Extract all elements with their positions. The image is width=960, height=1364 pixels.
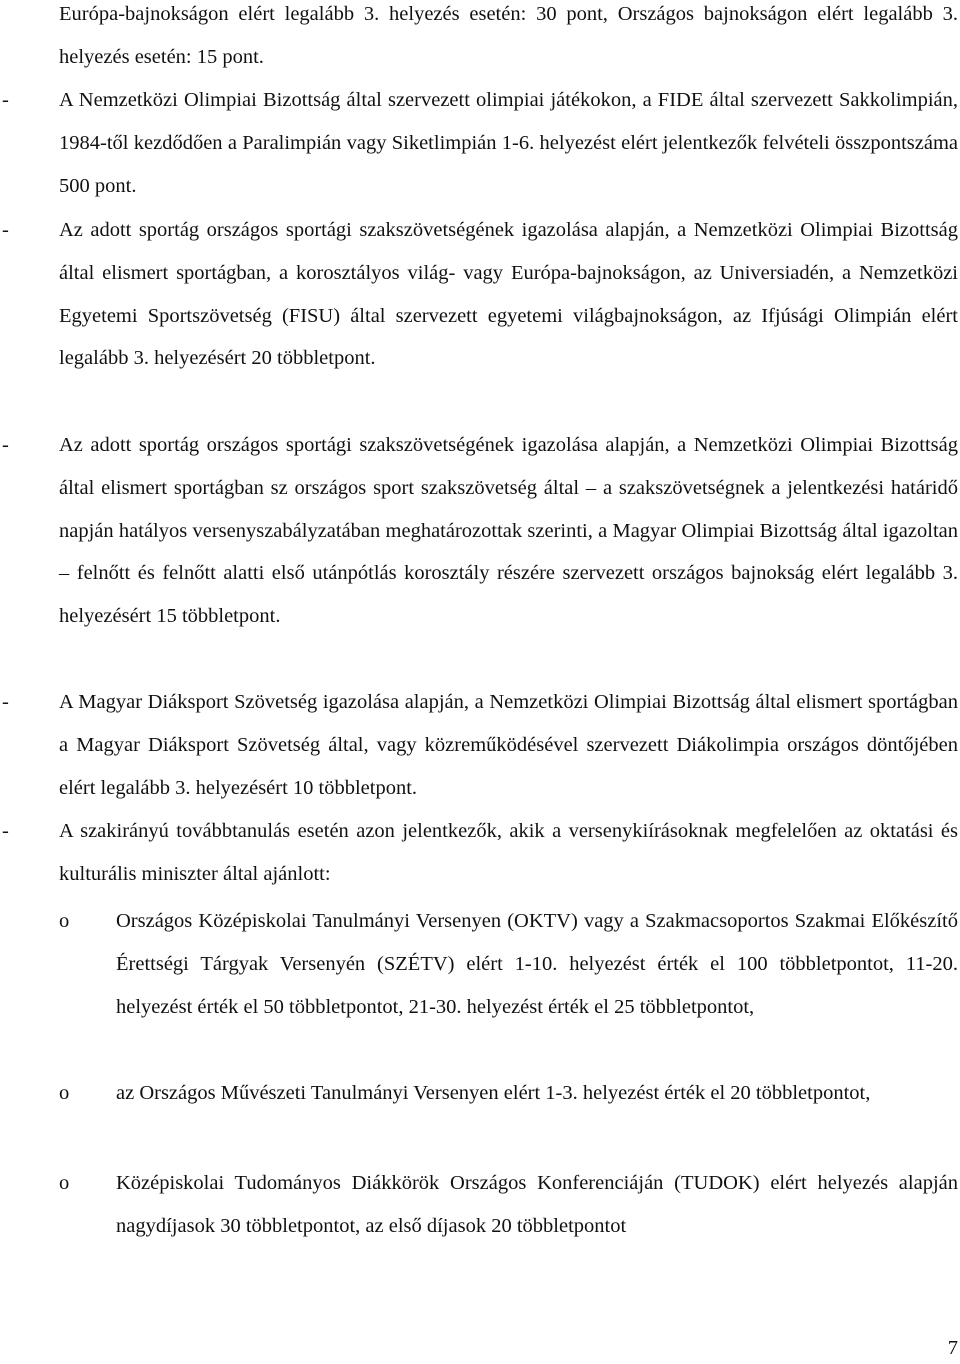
bullet-dash: - — [2, 89, 9, 111]
list-item-text: Az adott sportág országos sportági szakszövetségének igazolása alapján, a Nemzetközi Olimpiai Bizottság által elismert sportágban, a korosztályos világ- vagy Európa-bajnokságon, az Universiadén, a Nemzetközi Egyetemi Sportszövetség (FISU) által szervezett egyetemi világbajnokságon, az Ifjúsági Olimpián elért legalább 3. helyezésért 20 többletpont. — [59, 219, 958, 370]
bullet-dash: - — [2, 691, 9, 713]
list-item — [2, 681, 958, 809]
page-number: 7 — [947, 1337, 958, 1359]
bullet-dash: - — [2, 219, 9, 241]
sub-list-item-text: Középiskolai Tudományos Diákkörök Országos Konferenciáján (TUDOK) elért helyezés alapján nagydíjasok 30 többletpontot, az első díjasok 20 többletpontot — [116, 1172, 958, 1237]
list-item — [2, 810, 958, 896]
sub-list-item-text: Országos Középiskolai Tanulmányi Versenyen (OKTV) vagy a Szakmacsoportos Szakmai Előkészítő Érettségi Tárgyak Versenyén (SZÉTV) elért 1-10. helyezést érték el 100 többletpontot, 11-20. helyezést érték el 50 többletpontot, 21-30. helyezést érték el 25 többletpontot, — [116, 910, 958, 1018]
list-item-text: A szakirányú továbbtanulás esetén azon jelentkezők, akik a versenykiírásoknak megfelelően az oktatási és kulturális miniszter által ajánlott: — [59, 820, 958, 885]
list-item-text: Az adott sportág országos sportági szakszövetségének igazolása alapján, a Nemzetközi Olimpiai Bizottság által elismert sportágban sz országos sport szakszövetség által – a szakszövetségnek a jelentkezési határidő napján hatályos versenyszabályzatában meghatározottak szerinti, a Magyar Olimpiai Bizottság által igazoltan – felnőtt és felnőtt alatti első utánpótlás korosztály részére szervezett országos bajnokság elért legalább 3. helyezésért 15 többletpont. — [59, 434, 958, 628]
list-item-text: A Nemzetközi Olimpiai Bizottság által szervezett olimpiai játékokon, a FIDE által szervezett Sakkolimpián, 1984-től kezdődően a Paralimpián vagy Siketlimpián 1-6. helyezést elért jelentkezők felvételi összpontszáma 500 pont. — [59, 89, 958, 197]
sub-list-item — [59, 1072, 958, 1115]
bullet-circle: o — [59, 910, 70, 932]
list-item — [2, 424, 958, 638]
bullet-dash: - — [2, 434, 9, 456]
bullet-circle: o — [59, 1172, 70, 1194]
sub-list-item — [59, 1162, 958, 1248]
list-item-text: A Magyar Diáksport Szövetség igazolása alapján, a Nemzetközi Olimpiai Bizottság által elismert sportágban a Magyar Diáksport Szövetség által, vagy közreműködésével szervezett Diákolimpia országos döntőjében elért legalább 3. helyezésért 10 többletpont. — [59, 691, 958, 799]
continuation-paragraph: Európa-bajnokságon elért legalább 3. helyezés esetén: 30 pont, Országos bajnokságon elért legalább 3. helyezés esetén: 15 pont. — [59, 3, 958, 68]
sub-list-item — [59, 900, 958, 1028]
list-item — [2, 209, 958, 380]
bullet-dash: - — [2, 820, 9, 842]
list-item — [2, 79, 958, 207]
sub-list-item-text: az Országos Művészeti Tanulmányi Versenyen elért 1-3. helyezést érték el 20 többletpontot, — [116, 1082, 871, 1104]
bullet-circle: o — [59, 1082, 70, 1104]
